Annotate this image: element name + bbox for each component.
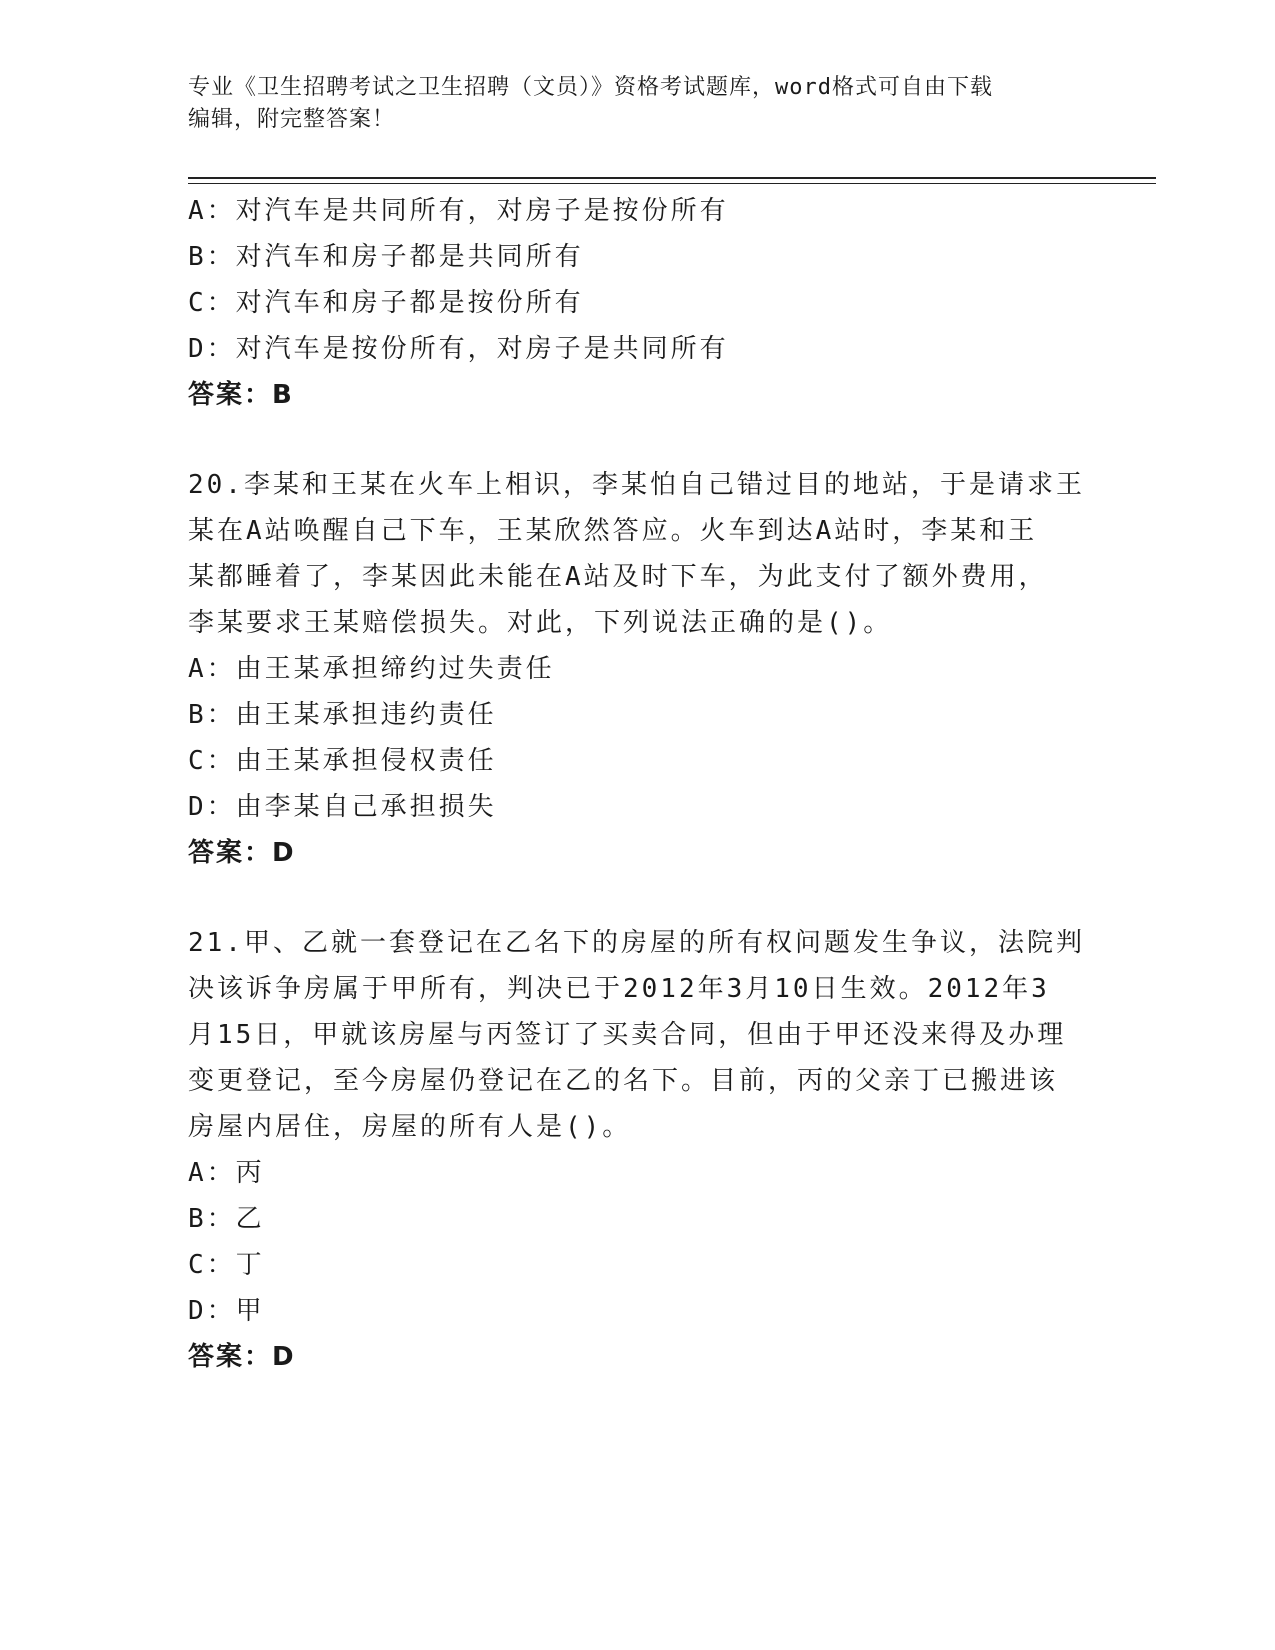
option-a: A：对汽车是共同所有，对房子是按份所有 — [188, 196, 729, 226]
answer: 答案：B — [188, 380, 294, 410]
header-divider-thin — [188, 183, 1156, 184]
question-stem-line: 某在A站唤醒自己下车，王某欣然答应。火车到达A站时，李某和王 — [188, 516, 1038, 546]
header-line-2: 编辑，附完整答案！ — [188, 107, 396, 132]
header-line-1: 专业《卫生招聘考试之卫生招聘（文员）》资格考试题库，word格式可自由下载 — [188, 75, 993, 100]
option-d: D：甲 — [188, 1296, 265, 1326]
option-d: D：对汽车是按份所有，对房子是共同所有 — [188, 334, 729, 364]
question-19 — [188, 188, 1088, 418]
question-stem-line: 20.李某和王某在火车上相识，李某怕自己错过目的地站，于是请求王 — [188, 470, 1085, 500]
question-stem-line: 月15日，甲就该房屋与丙签订了买卖合同，但由于甲还没来得及办理 — [188, 1020, 1067, 1050]
question-stem-line: 李某要求王某赔偿损失。对此，下列说法正确的是()。 — [188, 608, 893, 638]
question-spacer — [188, 418, 1088, 462]
option-d: D：由李某自己承担损失 — [188, 792, 497, 822]
document-header — [188, 72, 1068, 136]
answer: 答案：D — [188, 838, 296, 868]
question-20 — [188, 462, 1088, 876]
question-spacer — [188, 876, 1088, 920]
question-stem-line: 某都睡着了，李某因此未能在A站及时下车，为此支付了额外费用， — [188, 562, 1048, 592]
question-21 — [188, 920, 1088, 1380]
question-stem-line: 变更登记，至今房屋仍登记在乙的名下。目前，丙的父亲丁已搬进该 — [188, 1066, 1059, 1096]
option-a: A：丙 — [188, 1158, 265, 1188]
question-list — [188, 188, 1088, 1380]
header-divider-thick — [188, 177, 1156, 179]
option-b: B：由王某承担违约责任 — [188, 700, 497, 730]
question-stem-line: 决该诉争房属于甲所有，判决已于2012年3月10日生效。2012年3 — [188, 974, 1050, 1004]
option-b: B：对汽车和房子都是共同所有 — [188, 242, 584, 272]
option-c: C：丁 — [188, 1250, 265, 1280]
question-stem-line: 21.甲、乙就一套登记在乙名下的房屋的所有权问题发生争议，法院判 — [188, 928, 1085, 958]
option-c: C：对汽车和房子都是按份所有 — [188, 288, 584, 318]
answer: 答案：D — [188, 1342, 296, 1372]
question-stem-line: 房屋内居住，房屋的所有人是()。 — [188, 1112, 632, 1142]
option-c: C：由王某承担侵权责任 — [188, 746, 497, 776]
option-a: A：由王某承担缔约过失责任 — [188, 654, 555, 684]
option-b: B：乙 — [188, 1204, 265, 1234]
